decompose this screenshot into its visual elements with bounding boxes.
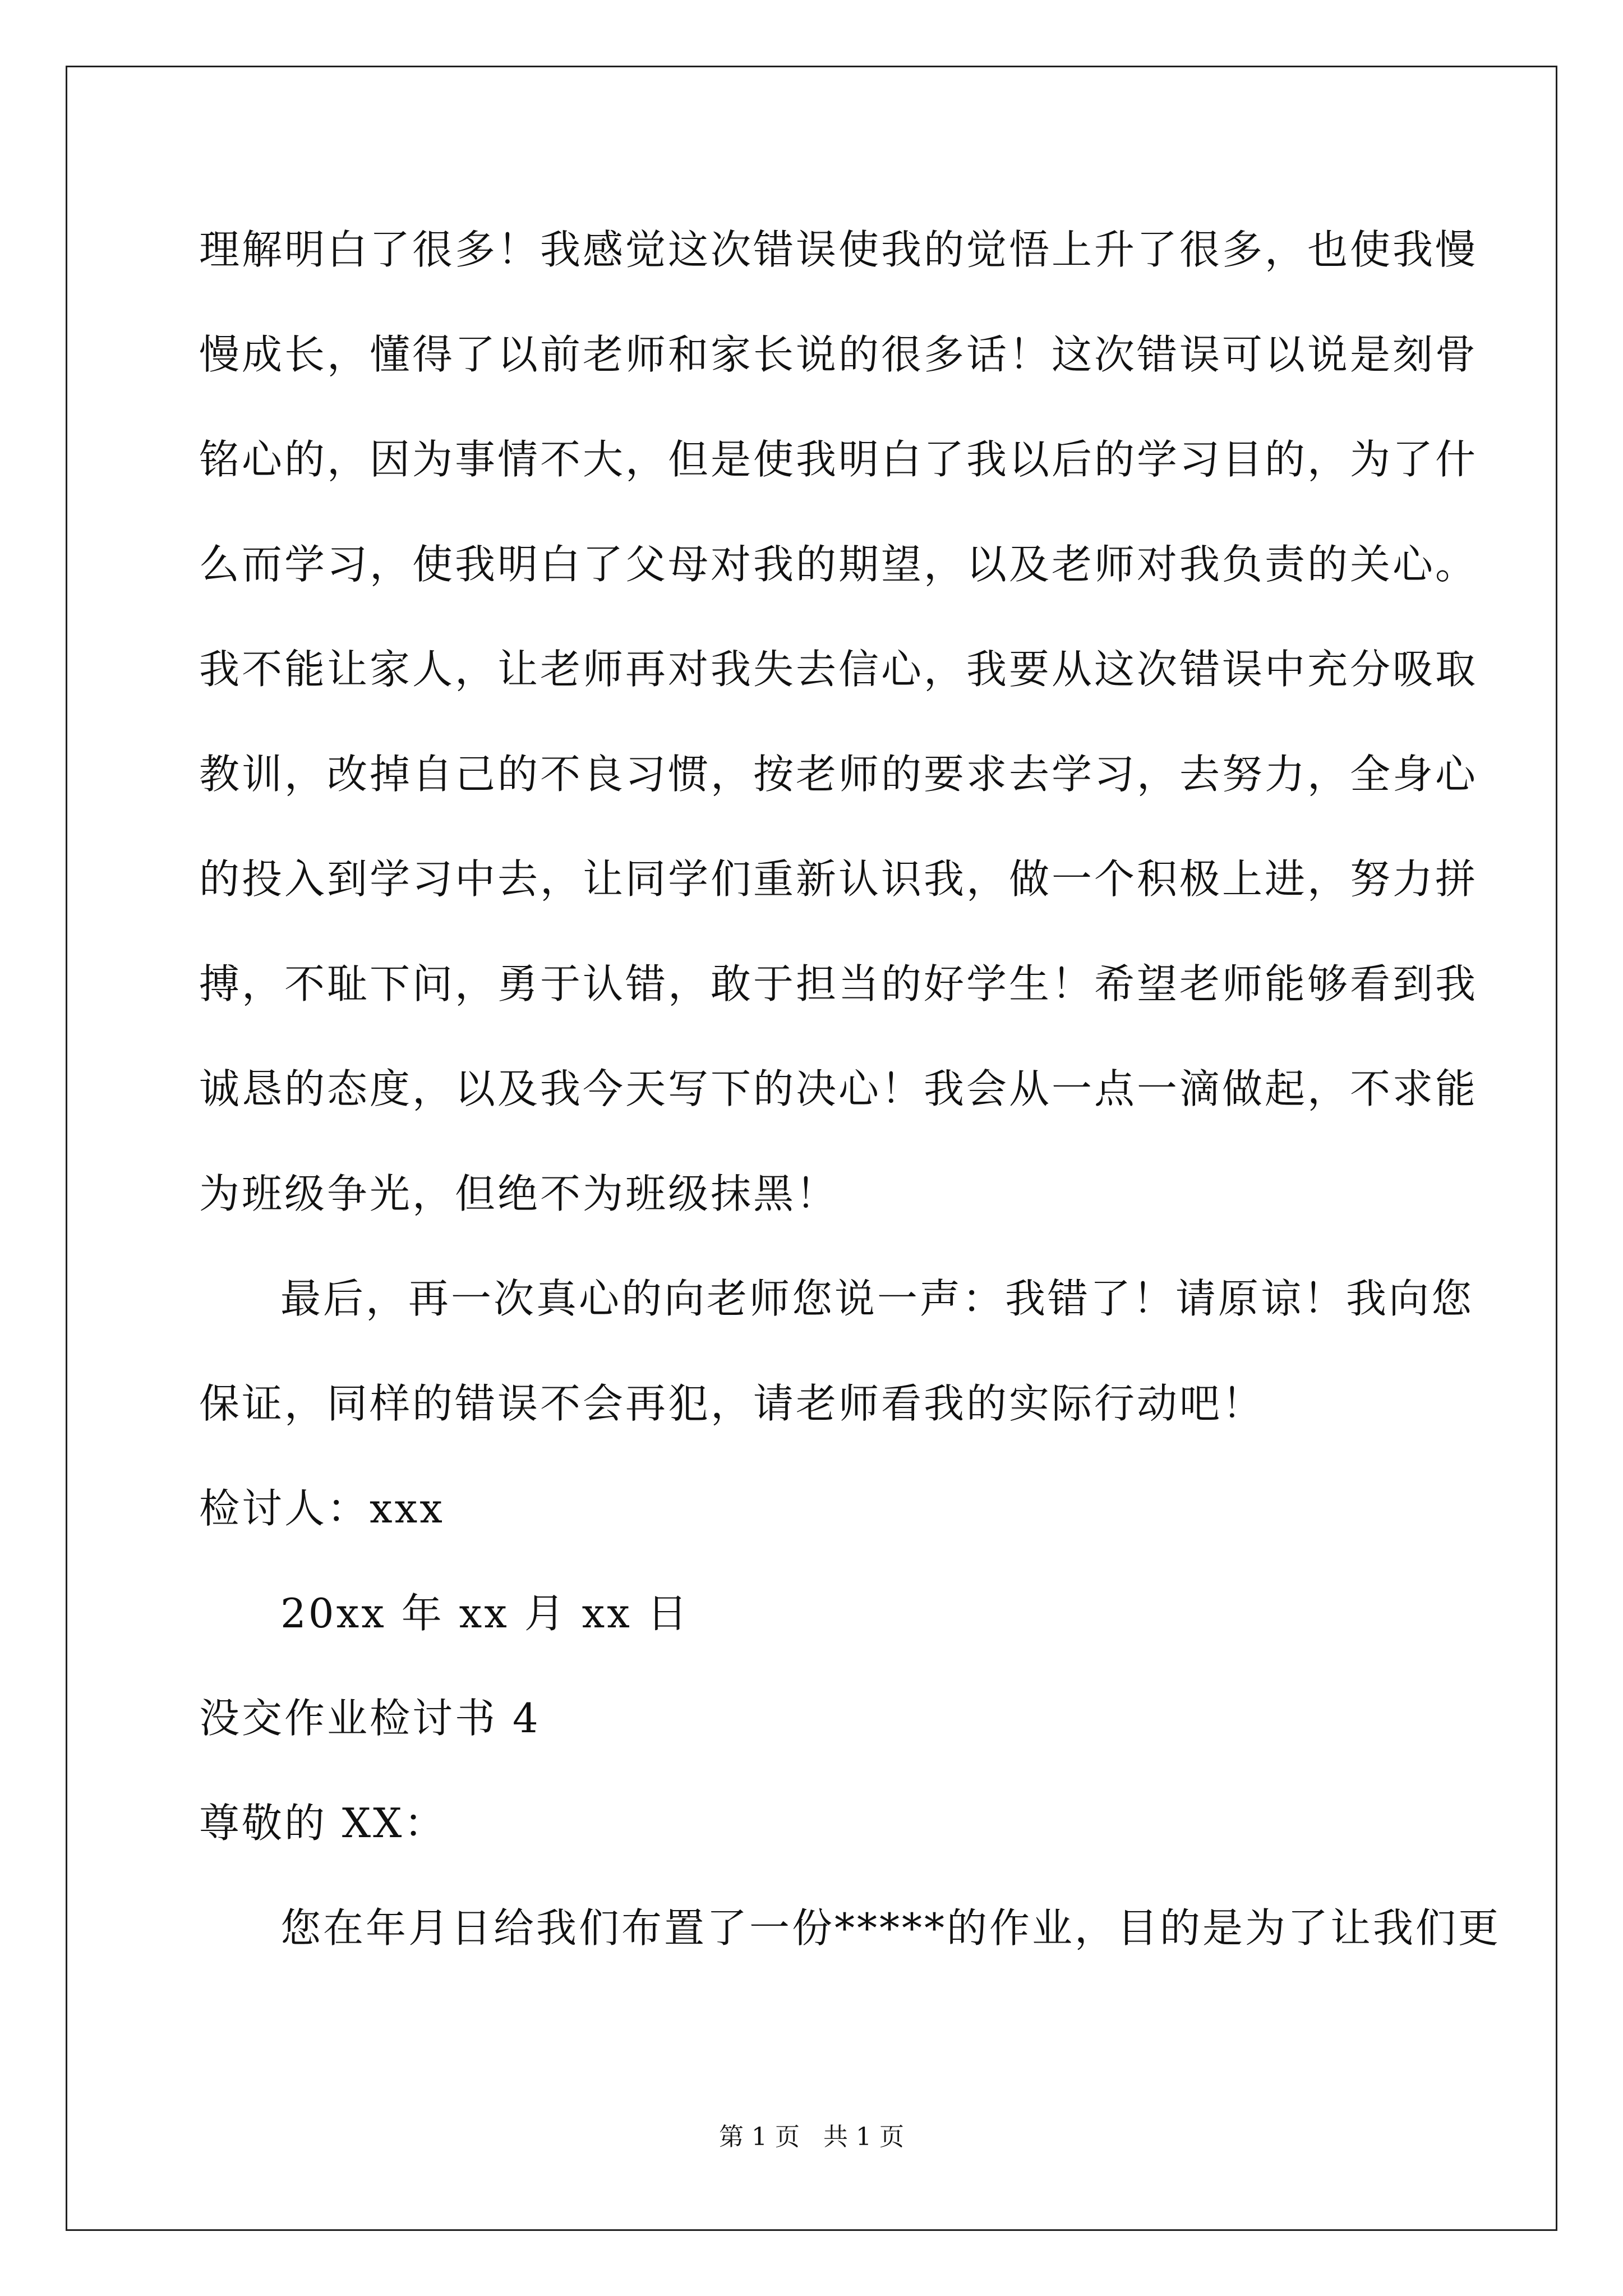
body-line: 搏，不耻下问，勇于认错，敢于担当的好学生！希望老师能够看到我 [199,960,1478,1007]
body-line: 我不能让家人，让老师再对我失去信心，我要从这次错误中充分吸取 [199,646,1478,693]
body-line: 铭心的，因为事情不大，但是使我明白了我以后的学习目的，为了什 [199,436,1478,483]
section-title: 没交作业检讨书 4 [199,1695,541,1742]
paragraph-start: 您在年月日给我们布置了一份*****的作业，目的是为了让我们更 [280,1904,1501,1952]
body-line: 为班级争光，但绝不为班级抹黑！ [199,1170,839,1217]
body-line: 诚恳的态度，以及我今天写下的决心！我会从一点一滴做起，不求能 [199,1065,1478,1112]
body-line: 理解明白了很多！我感觉这次错误使我的觉悟上升了很多，也使我慢 [199,226,1478,273]
page-footer: 第 1 页 共 1 页 [719,2123,904,2151]
signature: 检讨人：xxx [199,1485,445,1532]
body-line: 慢成长，懂得了以前老师和家长说的很多话！这次错误可以说是刻骨 [199,331,1478,378]
date: 20xx 年 xx 月 xx 日 [280,1590,690,1637]
salutation: 尊敬的 XX： [199,1800,447,1847]
closing-line: 最后，再一次真心的向老师您说一声：我错了！请原谅！我向您 [280,1275,1474,1322]
body-line: 教训，改掉自己的不良习惯，按老师的要求去学习，去努力，全身心 [199,751,1478,798]
body-line: 么而学习，使我明白了父母对我的期望，以及老师对我负责的关心。 [199,541,1478,588]
body-line: 的投入到学习中去，让同学们重新认识我，做一个积极上进，努力拼 [199,855,1478,903]
closing-line: 保证，同样的错误不会再犯，请老师看我的实际行动吧！ [199,1380,1265,1427]
